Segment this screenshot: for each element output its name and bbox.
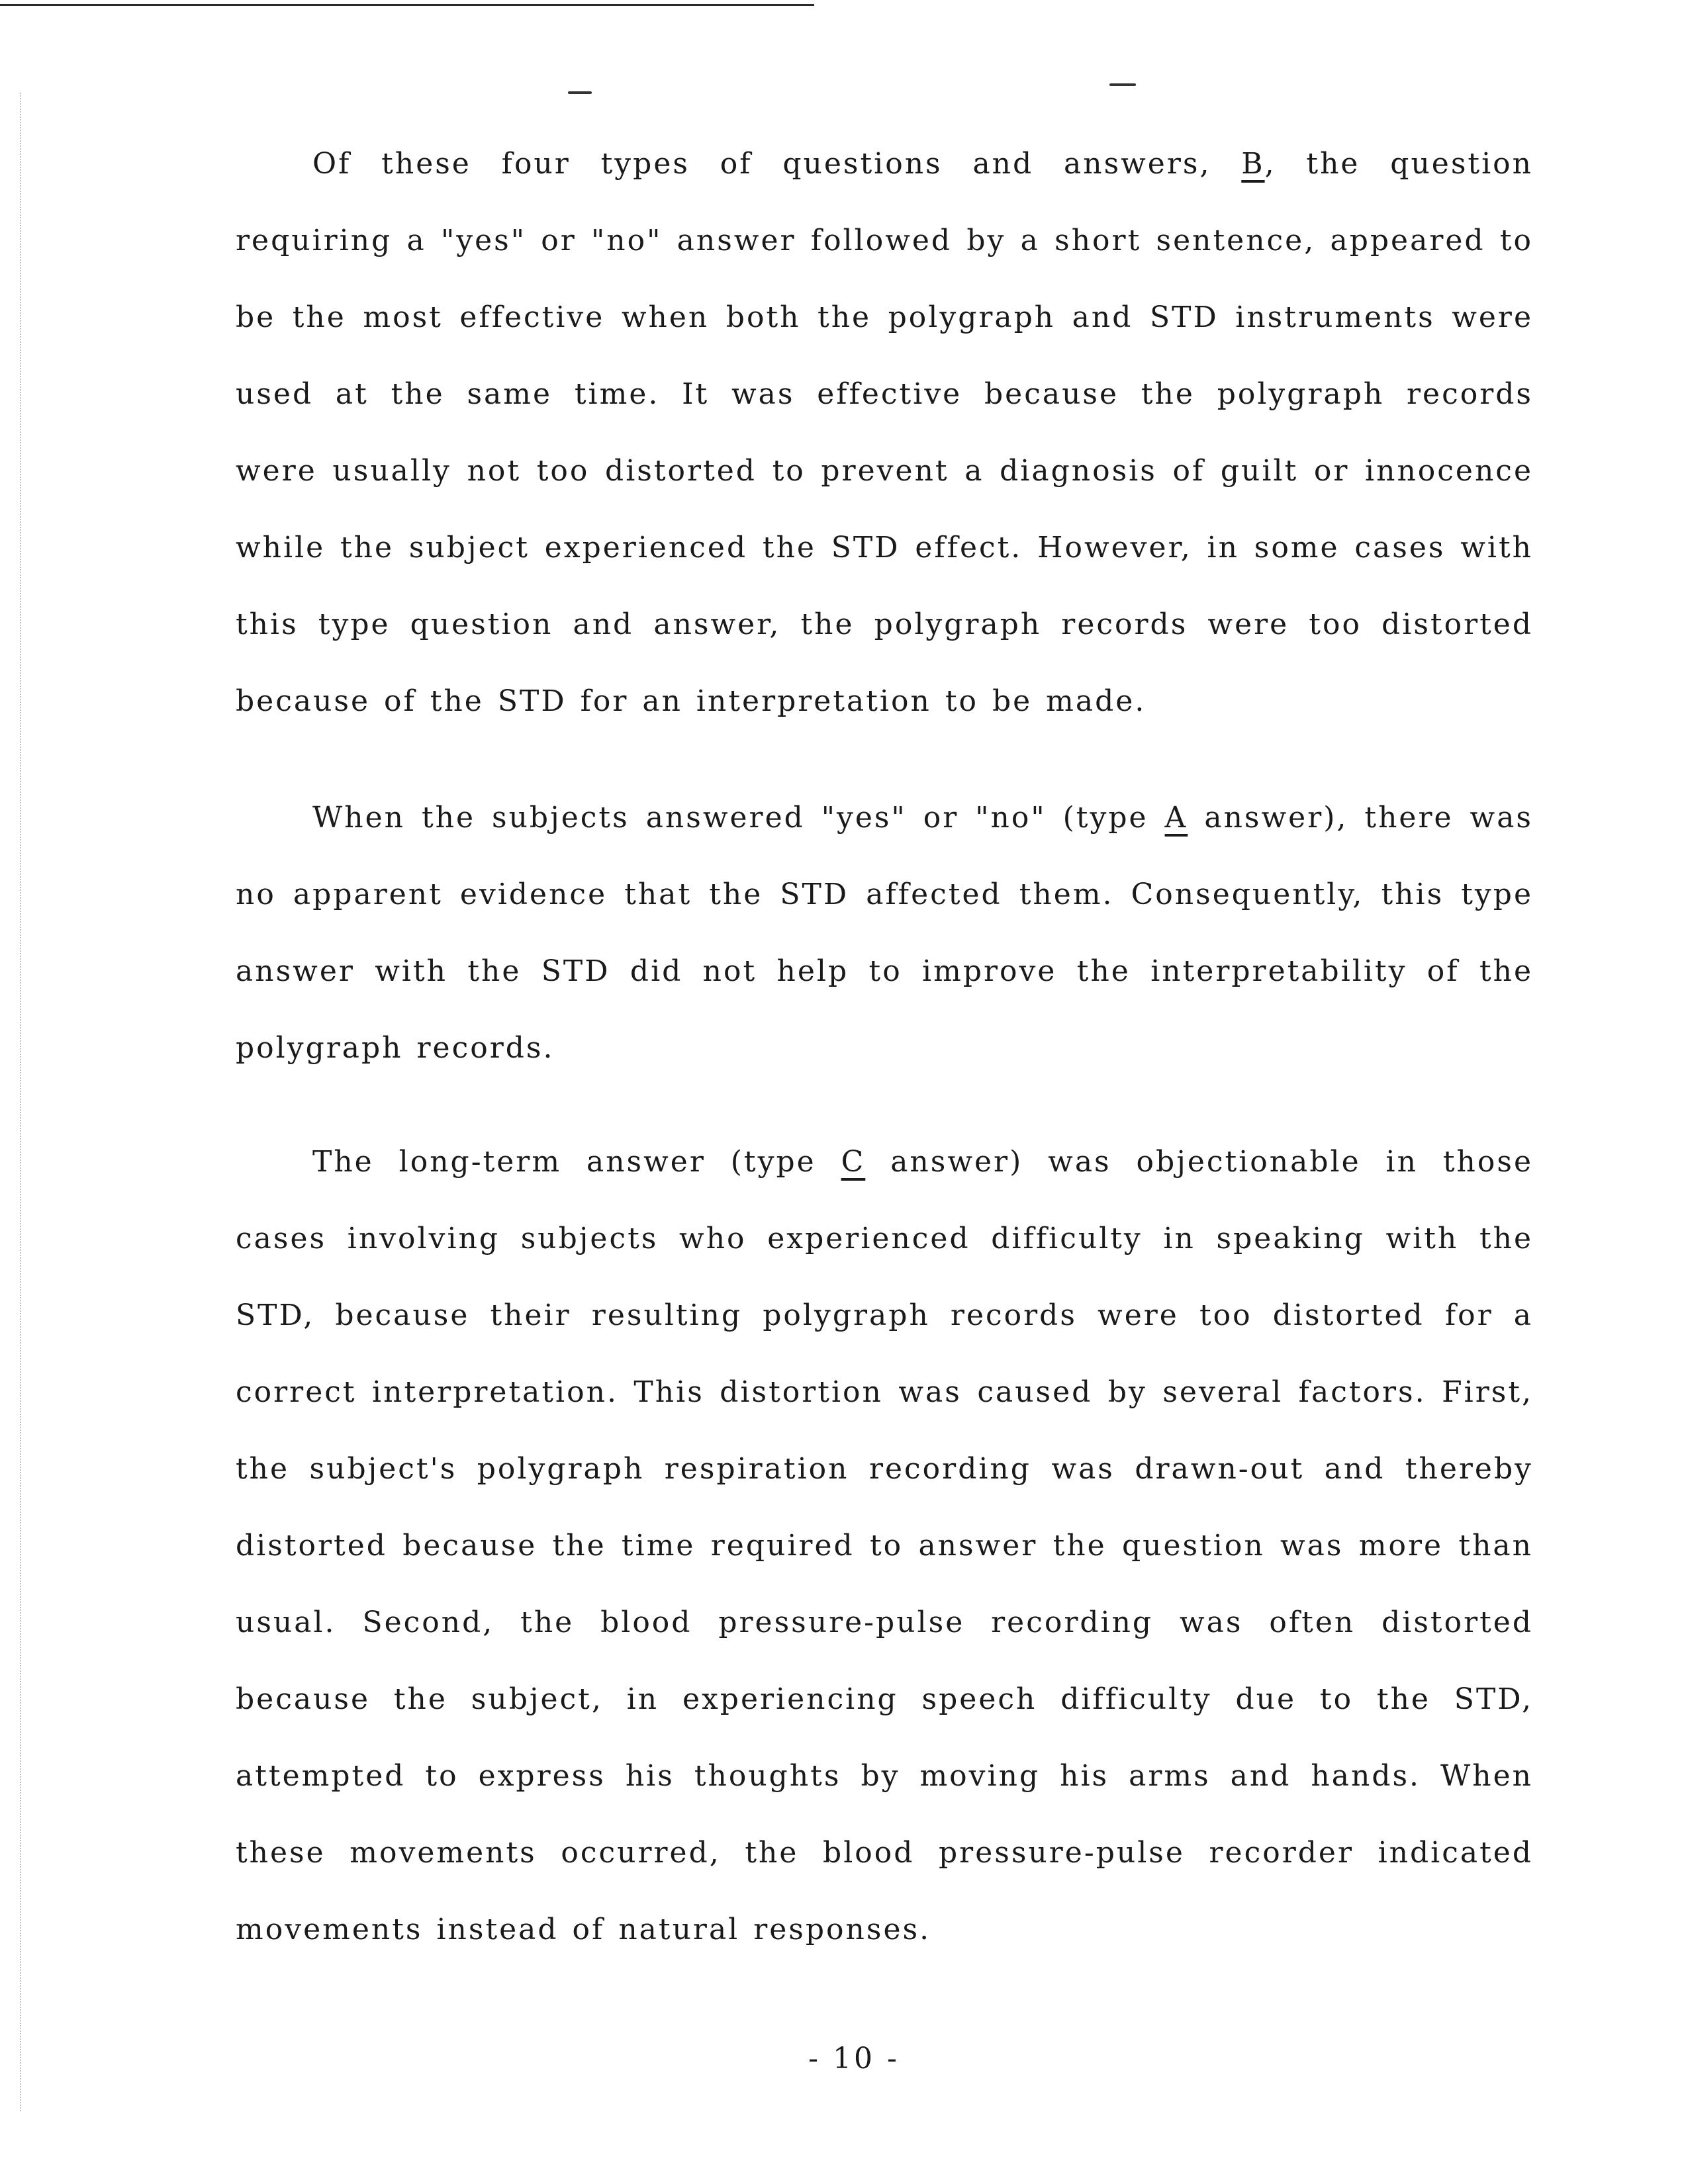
paragraph-1-text-after: , the question requiring a "yes" or "no" answer followed by a short sentence, appeared to be the most effective when both the polygraph and STD instruments were used at the same time. It was effective because the polygraph records were usually not too distorted to prevent a diagnosis of guilt or innocence while the subject experienced the STD effect. However, in some cases with this type question and answer, the polygraph records were too distorted because of the STD for an interpretation to be made. <box>236 147 1533 718</box>
paragraph-1-underlined-term: B <box>1241 147 1265 181</box>
body-paragraph-3 <box>236 1124 1533 1968</box>
paragraph-2-text-after: answer), there was no apparent evidence that the STD affected them. Consequently, this type answer with the STD did not help to improve the interpretability of the polygraph records. <box>236 801 1534 1065</box>
paragraph-3-underlined-term: C <box>841 1145 866 1179</box>
paragraph-2-underlined-term: A <box>1164 801 1188 835</box>
body-paragraph-1 <box>236 126 1533 740</box>
paragraph-3-text-before: The long-term answer (type <box>312 1145 841 1179</box>
paragraph-3-text-after: answer) was objectionable in those cases involving subjects who experienced difficulty in speaking with the STD, because their resulting polygraph records were too distorted for a correct interpretation. This distortion was caused by several factors. First, the subject's polygraph respiration recording was drawn-out and thereby distorted because the time required to answer the question was more than usual. Second, the blood pressure-pulse recording was often distorted because the subject, in experiencing speech difficulty due to the STD, attempted to express his thoughts by moving his arms and hands. When these movements occurred, the blood pressure-pulse recorder indicated movements instead of natural responses. <box>236 1145 1534 1946</box>
top-rule <box>0 4 814 6</box>
paragraph-1-text-before: Of these four types of questions and answers, <box>312 147 1242 181</box>
scan-mark-left <box>568 91 592 94</box>
scan-mark-right <box>1109 83 1136 86</box>
page-number: - 10 - <box>808 2042 900 2075</box>
body-paragraph-2 <box>236 780 1533 1087</box>
paragraph-2-text-before: When the subjects answered "yes" or "no" (type <box>312 801 1165 835</box>
binding-margin-marks <box>20 93 48 2111</box>
